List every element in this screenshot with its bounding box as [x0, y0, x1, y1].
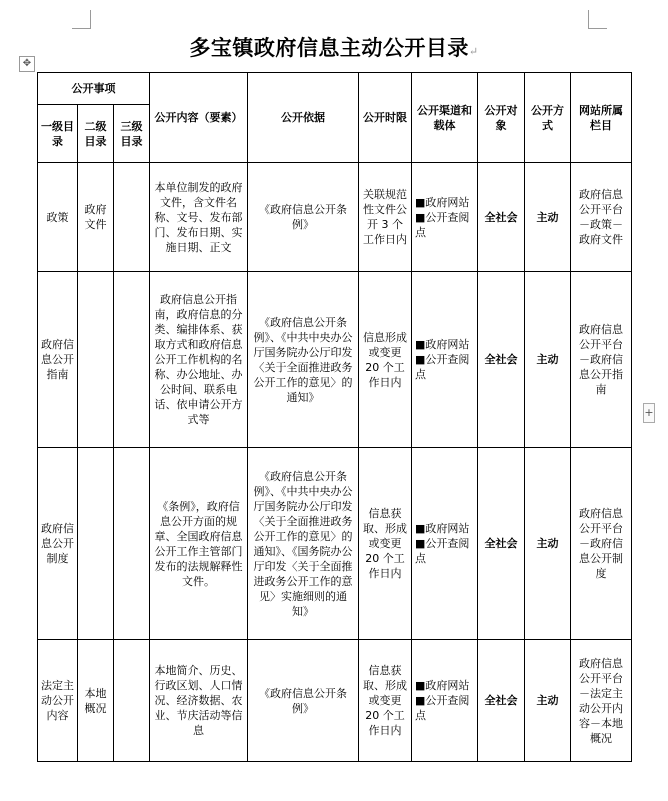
header-row-1 [38, 73, 632, 105]
cell-content: 政府信息公开指南，政府信息的分类、编排体系、获取方式和政府信息公开工作机构的名称、办公地址、办公时间、联系电话、依申请公开方式等 [150, 272, 248, 448]
cell-content: 《条例》，政府信息公开方面的规章、全国政府信息公开工作主管部门发布的法规解释性文件。 [150, 448, 248, 640]
cell-level2 [78, 272, 114, 448]
cell-level2 [78, 448, 114, 640]
cell-level3 [114, 448, 150, 640]
cell-column: 政府信息公开平台－法定主动公开内容－本地概况 [571, 640, 632, 762]
cell-content: 本单位制发的政府文件，含文件名称、文号、发布部门、发布日期、实施日期、正文 [150, 163, 248, 272]
cell-column: 政府信息公开平台－政府信息公开制度 [571, 448, 632, 640]
disclosure-catalog-table [37, 72, 632, 762]
header-channel: 公开渠道和载体 [412, 73, 478, 163]
header-group: 公开事项 [38, 73, 150, 105]
cell-basis: 《政府信息公开条例》、《中共中央办公厅国务院办公厅印发〈关于全面推进政务公开工作的意见〉的通知》 [248, 272, 359, 448]
cell-time-limit: 信息获取、形成或变更 20 个工作日内 [359, 448, 412, 640]
paragraph-mark-icon: ↵ [468, 45, 479, 58]
table-row [38, 640, 632, 762]
channel-website: ■政府网站 [415, 195, 470, 209]
header-target: 公开对象 [478, 73, 525, 163]
cell-method: 主动 [525, 163, 571, 272]
cell-channel [412, 640, 478, 762]
channel-reading-point: ■公开查阅点 [415, 210, 470, 239]
table-row [38, 272, 632, 448]
channel-website: ■政府网站 [415, 338, 470, 351]
cell-level1: 政府信息公开指南 [38, 272, 78, 448]
cell-column: 政府信息公开平台－政府信息公开指南 [571, 272, 632, 448]
cell-time-limit: 关联规范性文件公开 3 个工作日内 [359, 163, 412, 272]
cell-column: 政府信息公开平台－政策－政府文件 [571, 163, 632, 272]
channel-website: ■政府网站 [415, 522, 470, 535]
cell-basis: 《政府信息公开条例》 [248, 640, 359, 762]
cell-time-limit: 信息获取、形成或变更 20 个工作日内 [359, 640, 412, 762]
channel-website: ■政府网站 [415, 679, 470, 692]
header-level3: 三级目录 [114, 105, 150, 163]
cell-level1: 政策 [38, 163, 78, 272]
channel-reading-point: ■公开查阅点 [415, 694, 470, 722]
cell-level2: 政府文件 [78, 163, 114, 272]
header-time-limit: 公开时限 [359, 73, 412, 163]
cell-target: 全社会 [478, 163, 525, 272]
page-corner-mark-top-left [72, 10, 91, 29]
cell-basis: 《政府信息公开条例》 [248, 163, 359, 272]
header-level2: 二级目录 [78, 105, 114, 163]
cell-method: 主动 [525, 272, 571, 448]
cell-method: 主动 [525, 448, 571, 640]
table-row [38, 448, 632, 640]
cell-target: 全社会 [478, 640, 525, 762]
cell-target: 全社会 [478, 272, 525, 448]
cell-level2: 本地概况 [78, 640, 114, 762]
header-level1: 一级目录 [38, 105, 78, 163]
cell-channel [412, 448, 478, 640]
cell-channel [412, 272, 478, 448]
cell-method: 主动 [525, 640, 571, 762]
document-title-text: 多宝镇政府信息主动公开目录 [189, 35, 469, 60]
channel-reading-point: ■公开查阅点 [415, 353, 470, 381]
cell-level3 [114, 640, 150, 762]
cell-content: 本地简介、历史、行政区划、人口情况、经济数据、农业、节庆活动等信息 [150, 640, 248, 762]
table-move-handle-icon[interactable]: ✥ [19, 56, 35, 72]
header-content: 公开内容（要素） [150, 73, 248, 163]
header-basis: 公开依据 [248, 73, 359, 163]
cell-level1: 政府信息公开制度 [38, 448, 78, 640]
header-column: 网站所属栏目 [571, 73, 632, 163]
cell-basis: 《政府信息公开条例》、《中共中央办公厅国务院办公厅印发〈关于全面推进政务公开工作的意见〉的通知》、《国务院办公厅印发〈关于全面推进政务公开工作的意见〉实施细则的通知》 [248, 448, 359, 640]
cell-channel [412, 163, 478, 272]
cell-target: 全社会 [478, 448, 525, 640]
cell-level3 [114, 163, 150, 272]
document-title [0, 32, 668, 62]
cell-level1: 法定主动公开内容 [38, 640, 78, 762]
header-method: 公开方式 [525, 73, 571, 163]
cell-time-limit: 信息形成或变更 20 个工作日内 [359, 272, 412, 448]
page-corner-mark-top-right [588, 10, 607, 29]
add-column-icon[interactable]: + [643, 403, 655, 423]
cell-level3 [114, 272, 150, 448]
table-row [38, 163, 632, 272]
channel-reading-point: ■公开查阅点 [415, 537, 470, 565]
